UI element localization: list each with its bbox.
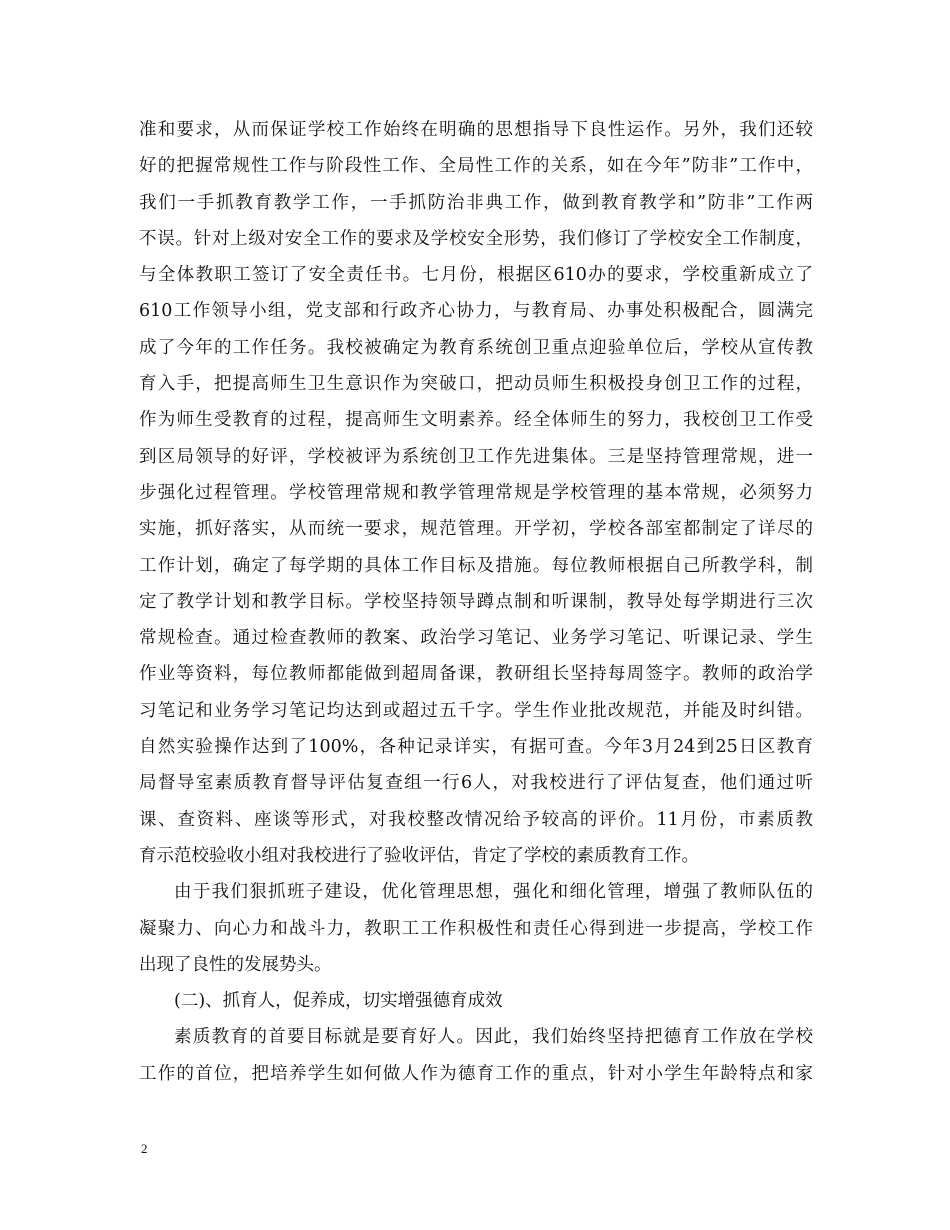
text-line: 步强化过程管理。学校管理常规和教学管理常规是学校管理的基本常规，必须努力 bbox=[139, 482, 813, 503]
page-number: 2 bbox=[141, 1141, 148, 1156]
text-line: 工作计划，确定了每学期的具体工作目标及措施。每位教师根据自己所教学科，制 bbox=[139, 555, 813, 576]
text-line: 与全体教职工签订了安全责任书。七月份，根据区610办的要求，学校重新成立了 bbox=[139, 265, 813, 286]
text-line: 自然实验操作达到了100%，各种记录详实，有据可查。今年3月24到25日区教育 bbox=[139, 737, 813, 758]
text-line: 实施，抓好落实，从而统一要求，规范管理。开学初，学校各部室都制定了详尽的 bbox=[139, 519, 813, 540]
text-line: 作为师生受教育的过程，提高师生文明素养。经全体师生的努力，我校创卫工作受 bbox=[139, 410, 813, 431]
section-heading: (二)、抓育人，促养成，切实增强德育成效 bbox=[174, 991, 503, 1012]
text-line: 育入手，把提高师生卫生意识作为突破口，把动员师生积极投身创卫工作的过程， bbox=[139, 374, 813, 395]
text-line: 常规检查。通过检查教师的教案、政治学习笔记、业务学习笔记、听课记录、学生 bbox=[139, 628, 813, 649]
text-line: 到区局领导的好评，学校被评为系统创卫工作先进集体。三是坚持管理常规，进一 bbox=[139, 446, 813, 467]
text-line: 凝聚力、向心力和战斗力，教职工工作积极性和责任心得到进一步提高，学校工作 bbox=[139, 918, 813, 939]
text-line: 课、查资料、座谈等形式，对我校整改情况给予较高的评价。11月份，市素质教 bbox=[139, 809, 813, 830]
text-line: 610工作领导小组，党支部和行政齐心协力，与教育局、办事处积极配合，圆满完 bbox=[139, 301, 813, 322]
text-line: 局督导室素质教育督导评估复查组一行6人，对我校进行了评估复查，他们通过听 bbox=[139, 773, 813, 794]
text-line: 定了教学计划和教学目标。学校坚持领导蹲点制和听课制，教导处每学期进行三次 bbox=[139, 591, 813, 612]
text-line: 好的把握常规性工作与阶段性工作、全局性工作的关系，如在今年”防非”工作中， bbox=[139, 156, 813, 177]
body-text bbox=[139, 112, 813, 1092]
paragraph-end-line: 出现了良性的发展势头。 bbox=[139, 954, 332, 975]
text-line: 工作的首位，把培养学生如何做人作为德育工作的重点，针对小学生年龄特点和家 bbox=[139, 1063, 813, 1084]
text-line: 成了今年的工作任务。我校被确定为教育系统创卫重点迎验单位后，学校从宣传教 bbox=[139, 337, 813, 358]
paragraph-end-line: 育示范校验收小组对我校进行了验收评估，肯定了学校的素质教育工作。 bbox=[139, 845, 699, 866]
text-line: 不误。针对上级对安全工作的要求及学校安全形势，我们修订了学校安全工作制度， bbox=[139, 228, 813, 249]
paragraph-start-line: 素质教育的首要目标就是要育好人。因此，我们始终坚持把德育工作放在学校 bbox=[174, 1027, 813, 1048]
text-line: 我们一手抓教育教学工作，一手抓防治非典工作，做到教育教学和”防非”工作两 bbox=[139, 192, 813, 213]
text-line: 准和要求，从而保证学校工作始终在明确的思想指导下良性运作。另外，我们还较 bbox=[139, 120, 813, 140]
text-line: 作业等资料，每位教师都能做到超周备课，教研组长坚持每周签字。教师的政治学 bbox=[139, 664, 813, 685]
text-line: 习笔记和业务学习笔记均达到或超过五千字。学生作业批改规范，并能及时纠错。 bbox=[139, 700, 813, 721]
paragraph-start-line: 由于我们狠抓班子建设，优化管理思想，强化和细化管理，增强了教师队伍的 bbox=[174, 882, 813, 903]
